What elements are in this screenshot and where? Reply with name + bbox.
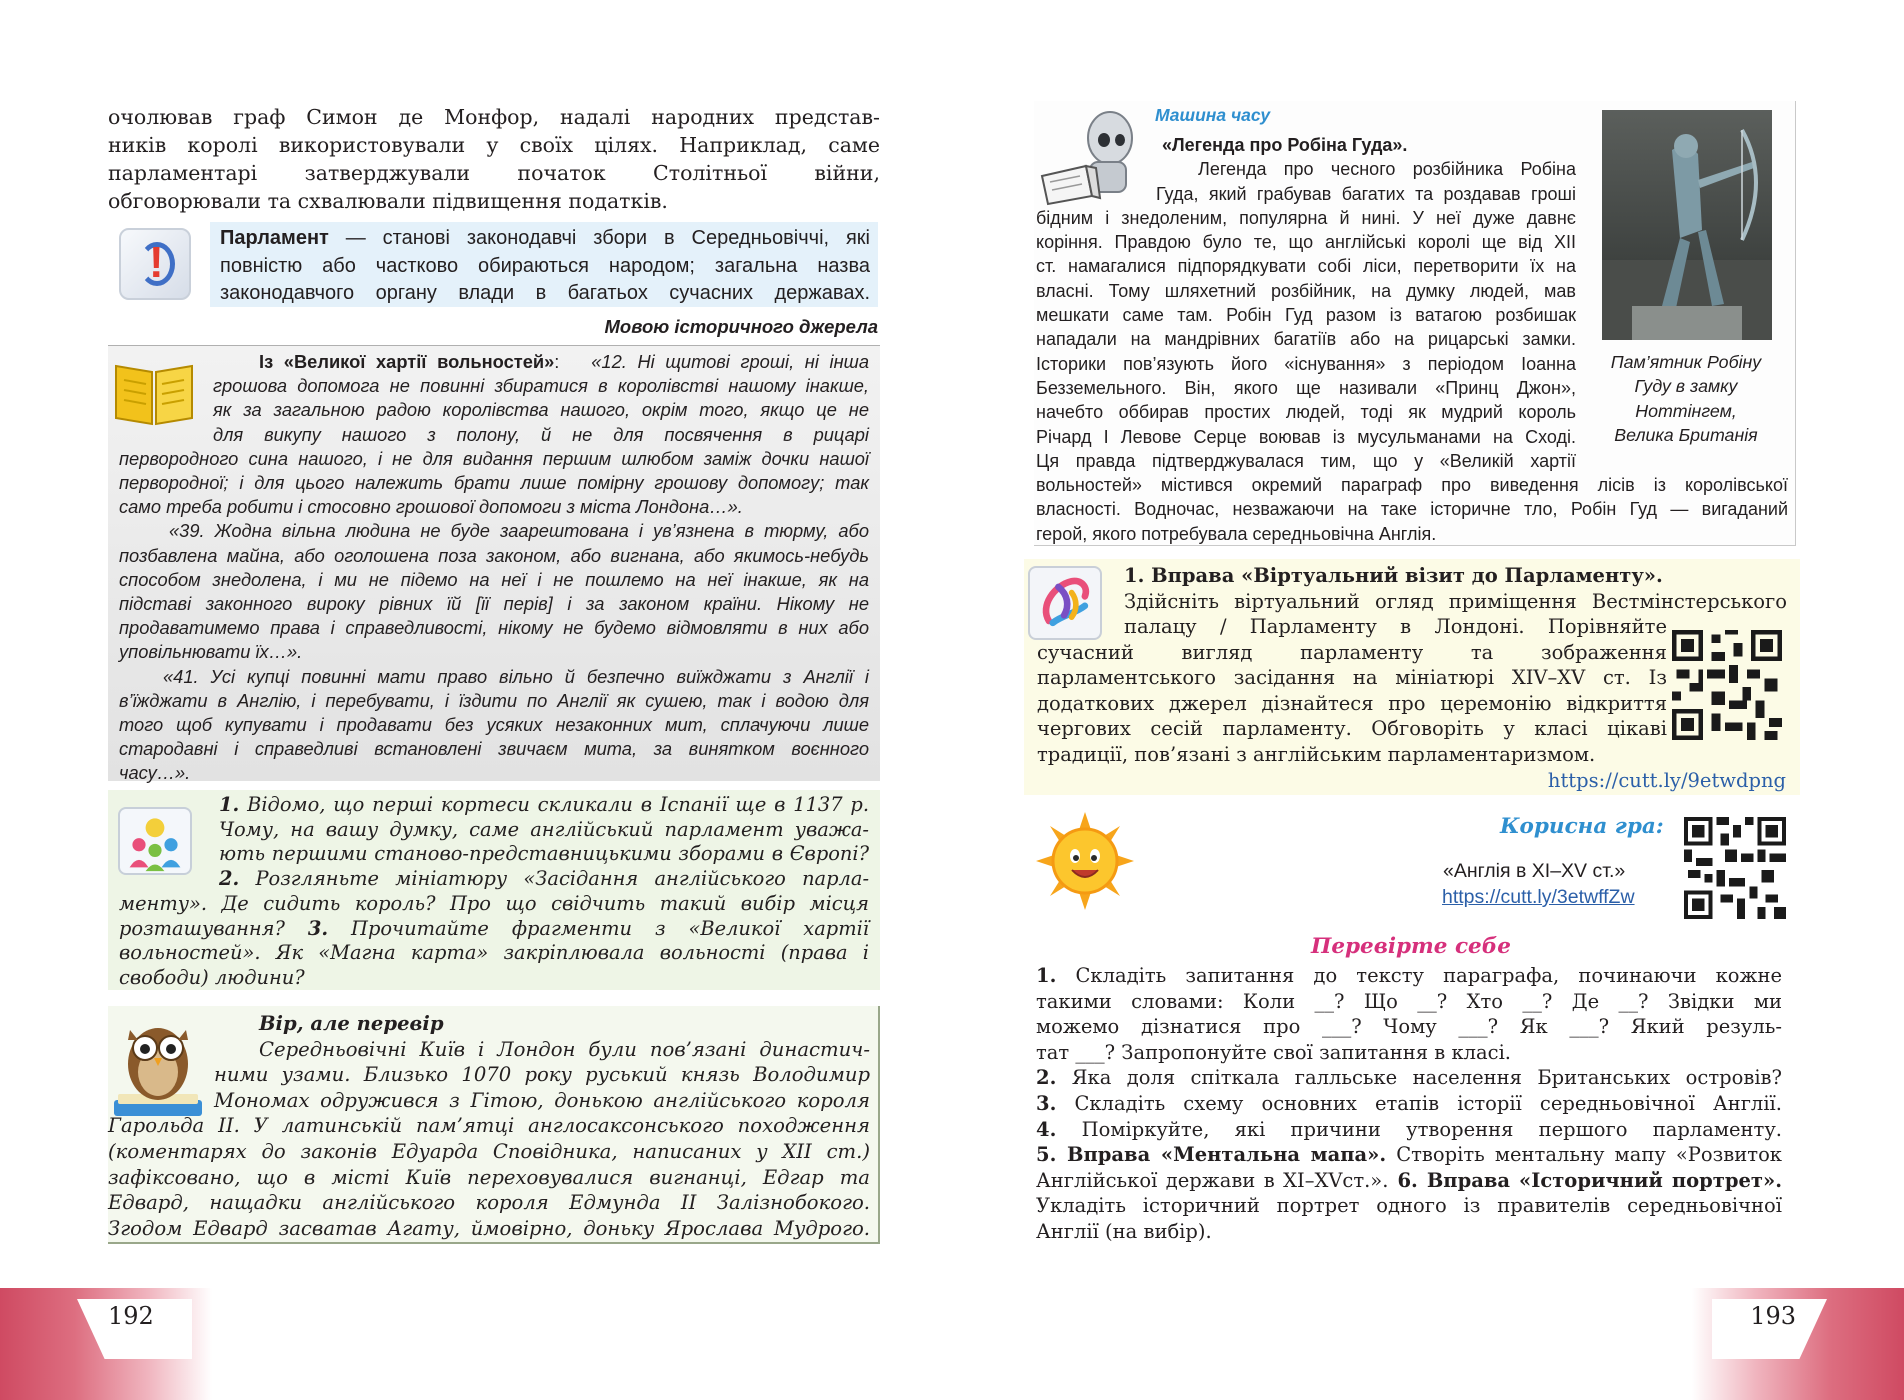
check-yourself-title: Перевірте себе [1311, 934, 1511, 959]
questions-text: 1. Відомо, що перші кортеси скликали в Іспанії ще в 1137 р. Чому, на вашу думку, саме англійський парламент уважа- ють першими станово-представницькими зборами в Європі? 2. Розгляньте мініатюру «Засідання англійського парла- менту». Де сидить король? Про що свідчить такий вибір місця розташування? 3. Прочитайте фрагменти з «Великої хартії вольностей». Як «Магна карта» закріплювала вольності (права і свободи) людини? [119, 793, 870, 989]
source-quote: Із «Великої хартії вольностей»: «12. Ні щитові гроші, ні інша грошова допомога не повинні збиратися в королівстві нашому інакше, як за загальною радою королівства нашого, окрім того, якщо це не для викупу нашого з полону, й не для посвячення в рицарі первородного сина нашого, і не для видання першим шлюбом заміж дочки нашої первородної; і для цього належить брати лише помірну грошову допомогу; так само треба робити і стосовно грошової допомоги з міста Лондона…». «39. Жодна вільна людина не буде заарештована і ув’язнена в тюрму, або позбавлена майна, або оголошена поза законом, або вигнана, або якимось-небудь способом знедолена, і ми не підемо на неї і не пошлемо на неї інакше, як на підставі законного вироку рівних їй [її перів] і за законом країни. Нікому не продаватимемо права і справедливості, нікому не будемо відмовляти в них або уповільнювати їх…». «41. Усі купці повинні мати право вільно й безпечно виїжджати з Англії і в’їжджати в Англію, і перебувати, і їздити по Англії як сушею, так і водою для того щоб купувати і продавати без усяких незаконних мит, сплачуючи лише стародавні і справедливі встановлені звичаєм мита, за винятком воєнного часу…». [119, 351, 869, 784]
qr-code-icon[interactable] [1684, 817, 1786, 919]
source-section-title: Мовою історичного джерела [604, 316, 878, 337]
definition-text: Парламент — станові законодавчі збори в Середньовіччі, які повністю або частково обираються народом; загальна назва законодавчого органу влади в багатьох сучасних державах. [220, 227, 870, 304]
verify-title: Вір, але перевір [259, 1012, 444, 1035]
page-number-left: 192 [108, 1302, 154, 1330]
check-yourself-text: 1. Складіть запитання до тексту параграфа, починаючи кожне такими словами: Коли __? Що __? Хто __? Де __? Звідки ми можемо дізнатися про ___? Чому ___? Як ___? Який резуль- тат ___? Запропонуйте свої запитання в класі. 2. Яка доля спіткала галльське населення Британських островів? 3. Складіть схему основних етапів історії середньовічної Англії. 4. Поміркуйте, які причини утворення першого парламенту. 5. Вправа «Ментальна мапа». Створіть ментальну мапу «Розвиток Англійської держави в ХІ–ХVст.». 6. Вправа «Історичний портрет». Укладіть історичний портрет одного із правителів середньовічної Англії (на вибір). [1036, 964, 1782, 1243]
intro-line: очолював граф Симон де Монфор, надалі народних представ- [108, 105, 880, 129]
alert-icon: ! [119, 228, 191, 300]
qr-code-icon[interactable] [1672, 630, 1782, 740]
game-title: «Англія в ХІ–ХV ст.» [1443, 860, 1626, 882]
intro-line: ників королі використовували у своїх цілях. Наприклад, саме [108, 133, 880, 157]
intro-line: парламентарі затверджували початок Столітньої війни, [108, 161, 880, 185]
exercise-title: 1. Вправа «Віртуальний візит до Парламенту». [1124, 564, 1663, 587]
useful-game-label: Корисна гра: [1500, 814, 1664, 839]
statue-caption: Пам’ятник Робіну Гуду в замку Ноттінгем, Велика Британія [1610, 352, 1762, 445]
intro-line: обговорювали та схвалювали підвищення податків. [108, 189, 668, 213]
sun-icon [1036, 812, 1134, 910]
question-number: 1. [219, 793, 240, 816]
legend-title: «Легенда про Робіна Гуда». [1162, 135, 1408, 155]
definition-term: Парламент [220, 227, 329, 249]
exercise-text: 1. Вправа «Віртуальний візит до Парламенту». Здійсніть віртуальний огляд приміщення Вестмінстерського палацу / Парламенту в Лондоні. Порівняйте сучасний вигляд парламенту та зображення парламентського засідання на мініатюрі XIV–XV ст. Із додаткових джерел дізнайтеся про церемонію відкриття чергових сесій парламенту. Обговоріть у класі цікаві традиції, пов’язані з англійським парламентаризмом. [1037, 564, 1787, 766]
intro-paragraph [108, 103, 880, 215]
page-number-right: 193 [1750, 1302, 1796, 1330]
source-heading: Із «Великої хартії вольностей» [259, 351, 555, 372]
question-number: 2. [219, 867, 240, 891]
time-machine-text: «Легенда про Робіна Гуда». Легенда про чесного розбійника Робіна Гуда, який грабував багатих та роздавав гроші бідним і знедоленим, популярна й нині. У неї дуже давнє коріння. Правдою було те, що англійські королі ще від ХІІ ст. намагалися підпорядкувати собі ліси, перетворити їх на власні. Тому шляхетний розбійник, на думку людей, мав мешкати саме там. Робін Гуд разом із ватагою розбишак нападали на мандрівних багатіїв або на рицарські замки. Історики пов’язують його «існування» з періодом Іоанна Безземельного. Він, якого ще називали «Принц Джон», начебто оббирав простих людей, тоді як мудрий король Річард І Левове Серце воював із мусульманами на Сході. Ця правда підтверджувалася тим, що у «Великій хартії вольностей» містився окремий параграф про виведення лісів із королівської власності. Водночас, незважаючи на таке історичне тло, Робін Гуд — вигаданий герой, якого потребувала середньовічна Англія. [1036, 135, 1788, 544]
exercise-link[interactable]: https://cutt.ly/9etwdpng [1547, 769, 1786, 792]
time-machine-label: Машина часу [1155, 105, 1271, 125]
verify-text: Вір, але перевір Середньовічні Київ і Лондон були пов’язані династич- ними узами. Близько 1070 року руський князь Володимир Мономах одружився з Гітою, донькою англійського короля Гарольда ІІ. У латинській пам’ятці англосаксонського походження (коментарях до законів Едуарда Сповідника, написаних у ХІІ ст.) зафіксовано, що в місті Київ переховувалися вигнанці, Едгар та Едвард, нащадки англійського короля Едмунда ІІ Залізнобокого. Згодом Едвард засватав Агату, ймовірно, доньку Ярослава Мудрого. [108, 1012, 870, 1240]
question-number: 3. [307, 916, 329, 940]
game-link[interactable]: https://cutt.ly/3etwffZw [1442, 886, 1635, 908]
